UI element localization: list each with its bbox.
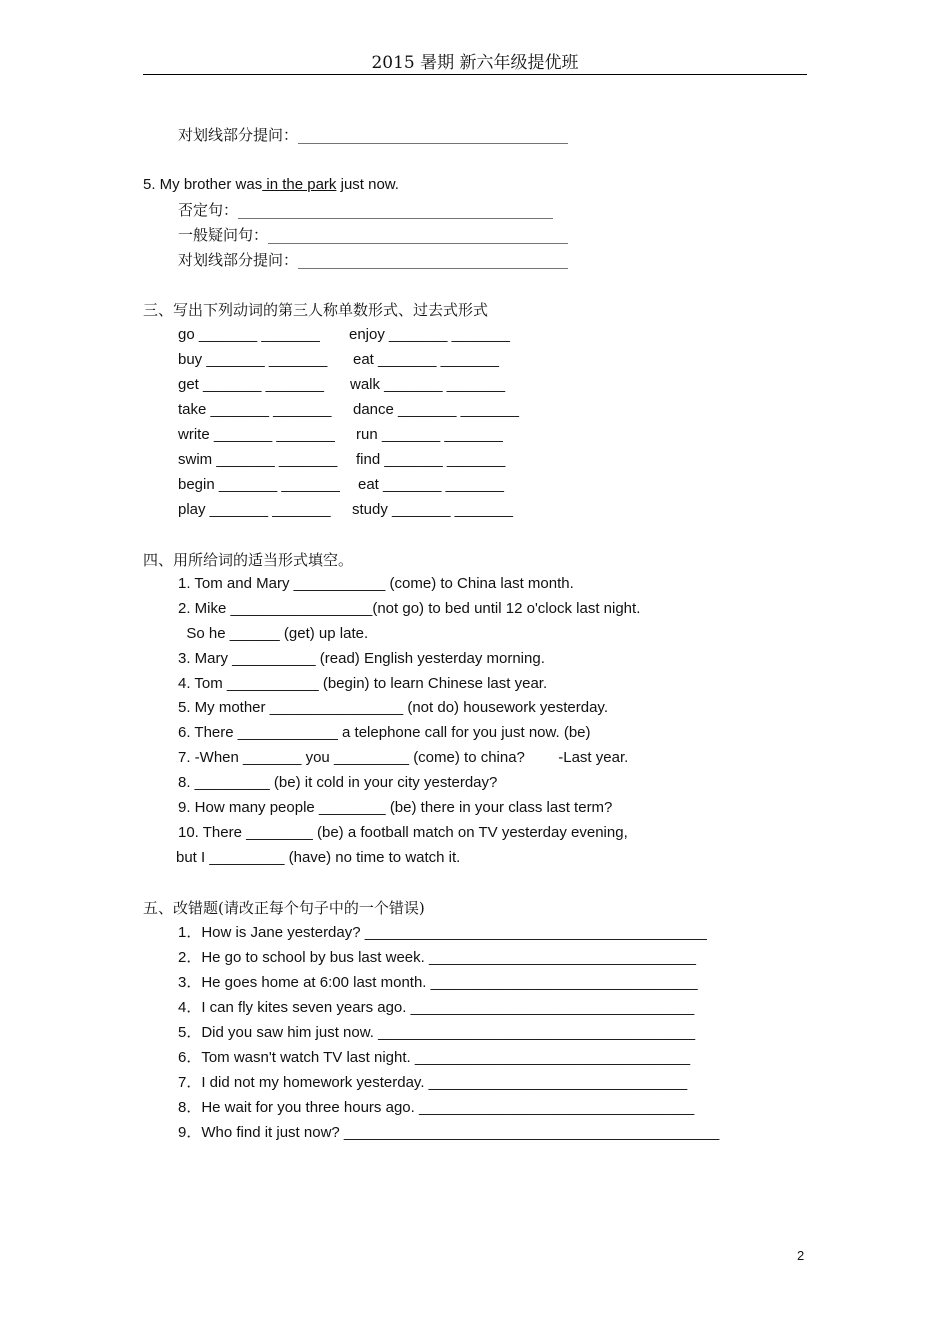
correction-item: 5．Did you saw him just now. ______________________________________ [178,1024,696,1041]
section5-title: 五、改错题(请改正每个句子中的一个错误) [143,899,425,917]
fill-in-item: 5. My mother ________________ (not do) housework yesterday. [178,699,608,716]
verb-row-right: find _______ _______ [356,451,506,468]
verb-row-left: get _______ _______ [178,376,324,393]
verb-row-right: enjoy _______ _______ [349,326,510,343]
section4-title: 四、用所给词的适当形式填空。 [143,551,354,569]
verb-row-left: buy _______ _______ [178,351,328,368]
q5-yesno-prompt: 一般疑问句：________________________________________ [178,226,569,244]
correction-item: 8．He wait for you three hours ago. _________________________________ [178,1099,695,1116]
verb-row-left: swim _______ _______ [178,451,338,468]
fill-in-item: 7. -When _______ you _________ (come) to china? -Last year. [178,749,629,766]
section3-title: 三、写出下列动词的第三人称单数形式、过去式形式 [143,301,489,319]
correction-item: 2．He go to school by bus last week. ________________________________ [178,949,696,966]
page-number: 2 [797,1248,805,1263]
fill-in-item: 10. There ________ (be) a football match on TV yesterday evening, [178,824,628,841]
verb-row-right: eat _______ _______ [353,351,499,368]
page-header-title: 2015 暑期 新六年级提优班 [371,53,579,73]
correction-item: 4．I can fly kites seven years ago. __________________________________ [178,999,695,1016]
q5-negative-prompt: 否定句：__________________________________________ [178,201,554,219]
fill-in-item: 1. Tom and Mary ___________ (come) to China last month. [178,575,574,592]
fill-in-item: 2. Mike _________________(not go) to bed until 12 o'clock last night. [178,600,641,617]
verb-row-left: take _______ _______ [178,401,332,418]
fill-in-item: 8. _________ (be) it cold in your city yesterday? [178,774,498,791]
verb-row-right: walk _______ _______ [350,376,506,393]
verb-row-right: run _______ _______ [356,426,503,443]
fill-in-item: 4. Tom ___________ (begin) to learn Chinese last year. [178,675,548,692]
correction-item: 7．I did not my homework yesterday. _______________________________ [178,1074,688,1091]
verb-row-right: study _______ _______ [352,501,513,518]
correction-item: 6．Tom wasn't watch TV last night. _________________________________ [178,1049,691,1066]
fill-in-item: So he ______ (get) up late. [178,625,369,642]
q5-underlined-phrase: in the park [262,176,337,193]
correction-item: 9．Who find it just now? _____________________________________________ [178,1124,720,1141]
fill-in-item: 9. How many people ________ (be) there in your class last term? [178,799,613,816]
verb-row-left: play _______ _______ [178,501,331,518]
q5-prefix: 5. My brother was [143,176,263,193]
q5-suffix: just now. [336,176,399,193]
fill-in-item: 3. Mary __________ (read) English yesterday morning. [178,650,545,667]
correction-item: 3．He goes home at 6:00 last month. ________________________________ [178,974,698,991]
verb-row-left: begin _______ _______ [178,476,340,493]
fill-in-item: 6. There ____________ a telephone call for you just now. (be) [178,724,591,741]
verb-row-right: dance _______ _______ [353,401,519,418]
q5-sentence [143,175,399,195]
header-divider [143,74,807,75]
fill-in-item: but I _________ (have) no time to watch it. [176,849,461,866]
verb-row-right: eat _______ _______ [358,476,504,493]
q4-ask-prompt: 对划线部分提问：____________________________________ [178,126,569,144]
correction-item: 1．How is Jane yesterday? _________________________________________ [178,924,707,941]
verb-row-left: write _______ _______ [178,426,335,443]
verb-row-left: go _______ _______ [178,326,320,343]
q5-ask-prompt: 对划线部分提问：____________________________________ [178,251,569,269]
